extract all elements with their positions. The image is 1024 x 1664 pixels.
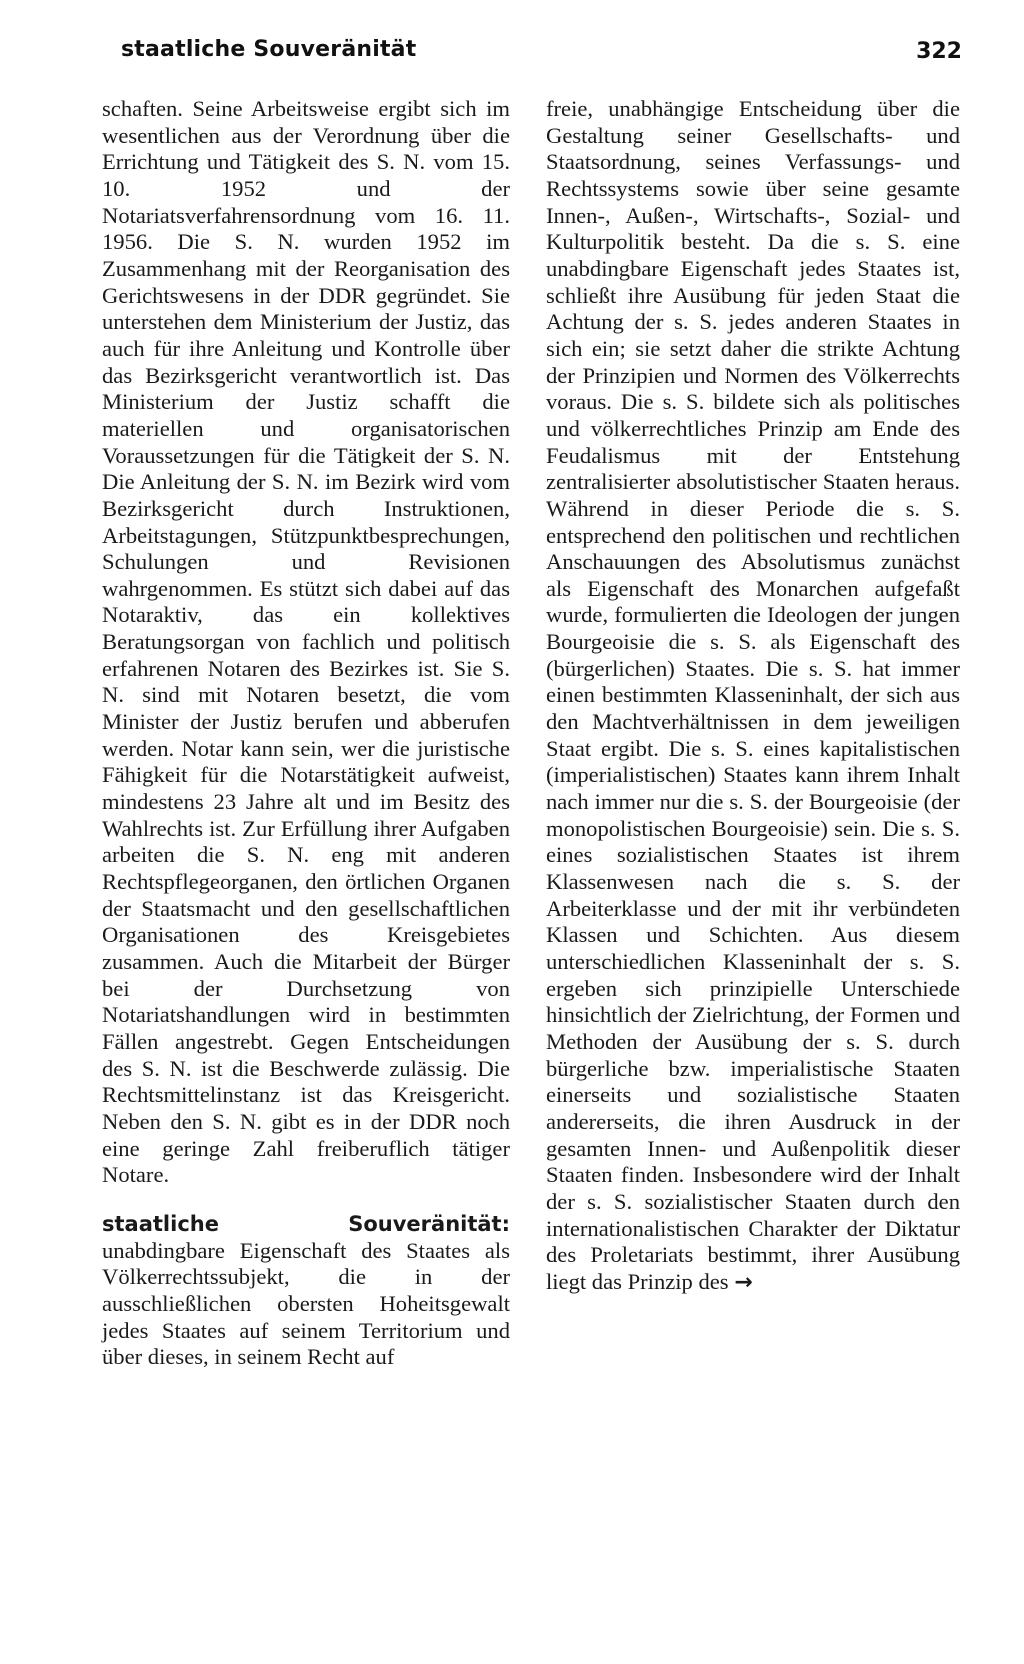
dictionary-entry [102,1211,510,1371]
continuation-arrow-icon: → [734,1269,753,1295]
page-number: 322 [916,39,962,64]
entry-continuation-text: freie, unabhängige Entscheidung über die Gestaltung seiner Gesellschafts- und Staatsordnung, seines Verfassungs- und Rechtssystems sowie über seine gesamte Innen-, Außen-, Wirtschafts-, Sozial- und Kulturpolitik besteht. Da die s. S. eine unabdingbare Eigenschaft jedes Staates ist, schließt ihre Ausübung für jeden Staat die Achtung der s. S. jedes anderen Staates in sich ein; sie setzt daher die strikte Achtung der Prinzipien und Normen des Völkerrechts voraus. Die s. S. bildete sich als politisches und völkerrechtliches Prinzip am Ende des Feudalismus mit der Entstehung zentralisierter absolutistischer Staaten heraus. Während in dieser Periode die s. S. entsprechend den politischen und rechtlichen Anschauungen des Absolutismus zunächst als Eigenschaft des Monarchen aufgefaßt wurde, formulierten die Ideologen der jungen Bourgeoisie die s. S. als Eigenschaft des (bürgerlichen) Staates. Die s. S. hat immer einen bestimmten Klasseninhalt, der sich aus den Machtverhältnissen in dem jeweiligen Staat ergibt. Die s. S. eines kapitalistischen (imperialistischen) Staates kann ihrem Inhalt nach immer nur die s. S. der Bourgeoisie (der monopolistischen Bourgeoisie) sein. Die s. S. eines sozialistischen Staates ist ihrem Klassenwesen nach die s. S. der Arbeiterklasse und der mit ihr verbündeten Klassen und Schichten. Aus diesem unterschiedlichen Klasseninhalt der s. S. ergeben sich prinzipielle Unterschiede hinsichtlich der Zielrichtung, der Formen und Methoden der Ausübung der s. S. durch bürgerliche bzw. imperialistische Staaten einerseits und sozialistische Staaten andererseits, die ihren Ausdruck in der gesamten Innen- und Außenpolitik dieser Staaten finden. Insbesondere wird der Inhalt der s. S. sozialistischer Staaten durch den internationalistischen Charakter der Diktatur des Proletariats bestimmt, ihrer Ausübung liegt das Prinzip des [546,96,960,1294]
entry-headword: staatliche Souveränität: [102,1211,510,1236]
right-column [546,96,960,1297]
left-column [102,96,510,1371]
running-head-title: staatliche Souveränität [121,37,417,62]
continued-paragraph: schaften. Seine Arbeitsweise ergibt sich im wesentlichen aus der Verordnung über die Errichtung und Tätigkeit des S. N. vom 15. 10. 1952 und der Notariatsverfahrensordnung vom 16. 11. 1956. Die S. N. wurden 1952 im Zusammenhang mit der Reorganisation des Gerichtswesens in der DDR gegründet. Sie unterstehen dem Ministerium der Justiz, das auch für ihre Anleitung und Kontrolle über das Bezirksgericht verantwortlich ist. Das Ministerium der Justiz schafft die materiellen und organisatorischen Voraussetzungen für die Tätigkeit der S. N. Die Anleitung der S. N. im Bezirk wird vom Bezirksgericht durch Instruktionen, Arbeitstagungen, Stützpunktbesprechungen, Schulungen und Revisionen wahrgenommen. Es stützt sich dabei auf das Notaraktiv, das ein kollektives Beratungsorgan von fachlich und politisch erfahrenen Notaren des Bezirkes ist. Sie S. N. sind mit Notaren besetzt, die vom Minister der Justiz berufen und abberufen werden. Notar kann sein, wer die juristische Fähigkeit für die Notarstätigkeit aufweist, mindestens 23 Jahre alt und im Besitz des Wahlrechts ist. Zur Erfüllung ihrer Aufgaben arbeiten die S. N. eng mit anderen Rechtspflegeorganen, den örtlichen Organen der Staatsmacht und den gesellschaftlichen Organisationen des Kreisgebietes zusammen. Auch die Mitarbeit der Bürger bei der Durchsetzung von Notariatshandlungen wird in bestimmten Fällen angestrebt. Gegen Entscheidungen des S. N. ist die Beschwerde zulässig. Die Rechtsmittelinstanz ist das Kreisgericht. Neben den S. N. gibt es in der DDR noch eine geringe Zahl freiberuflich tätiger Notare. [102,96,510,1188]
entry-continuation [546,96,960,1297]
entry-definition: unabdingbare Eigenschaft des Staates als Völkerrechtssubjekt, die in der ausschließlichen obersten Hoheitsgewalt jedes Staates auf seinem Territorium und über dieses, in seinem Recht auf [102,1237,510,1370]
